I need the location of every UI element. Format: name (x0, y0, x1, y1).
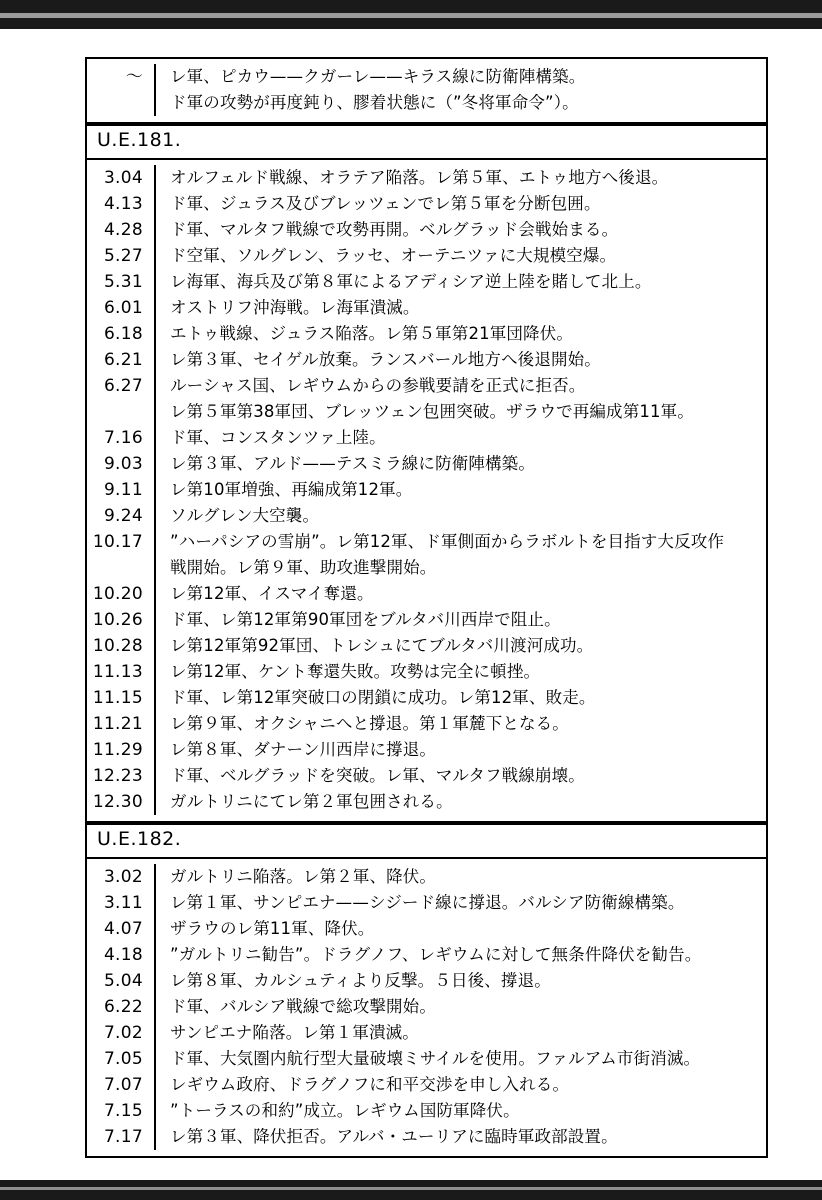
entry-text-line: 戦開始。レ第９軍、助攻進撃開始。 (170, 557, 437, 577)
entry-text (156, 165, 766, 191)
entry-text-line: レ第３軍、アルド——テスミラ線に防衛陣構築。 (170, 453, 535, 473)
table-row (87, 399, 766, 425)
chronology-table (85, 57, 768, 1158)
table-row (87, 581, 766, 607)
entry-text-line: ド軍、大気圏内航行型大量破壊ミサイルを使用。ファルアム市街消滅。 (170, 1048, 701, 1068)
table-row (87, 64, 766, 90)
entry-date: 10.17 (92, 531, 143, 552)
entry-date: 9.24 (103, 505, 143, 526)
entry-date: 11.21 (92, 713, 143, 734)
entry-text (156, 942, 766, 968)
table-row (87, 1020, 766, 1046)
entry-date: 10.20 (92, 583, 143, 604)
entry-date: 11.29 (92, 739, 143, 760)
entry-date: 12.30 (92, 791, 143, 812)
entry-text-line: ド軍、ベルグラッドを突破。レ軍、マルタフ戦線崩壊。 (170, 765, 585, 785)
chronology-sheet (85, 57, 764, 1158)
table-row (87, 1098, 766, 1124)
entry-date: 4.18 (103, 944, 143, 965)
entry-text-line: レ第10軍増強、再編成第12軍。 (170, 479, 413, 499)
entry-date: 9.03 (103, 453, 143, 474)
table-row (87, 373, 766, 399)
entry-text-line: ガルトリニにてレ第２軍包囲される。 (170, 791, 453, 811)
table-row (87, 864, 766, 890)
entry-text (156, 243, 766, 269)
table-row (87, 685, 766, 711)
entry-text (156, 916, 766, 942)
entry-text (156, 633, 766, 659)
table-row (87, 763, 766, 789)
table-row (87, 321, 766, 347)
entry-date: 11.15 (92, 687, 143, 708)
table-row (87, 1046, 766, 1072)
table-row (87, 425, 766, 451)
era-label: U.E.181. (97, 129, 182, 151)
table-row (87, 968, 766, 994)
era-label: U.E.182. (97, 827, 182, 850)
entry-date: ～ (125, 67, 143, 87)
entry-text (156, 529, 766, 555)
entry-date: 3.11 (103, 892, 143, 913)
entry-text-line: ソルグレン大空襲。 (170, 505, 320, 525)
entry-text-line: ガルトリニ陥落。レ第２軍、降伏。 (170, 866, 437, 886)
entry-text-line: レ第３軍、セイゲル放棄。ランスバール地方へ後退開始。 (170, 349, 601, 369)
entry-date: 6.21 (103, 349, 143, 370)
entry-text-line: レ第３軍、降伏拒否。アルバ・ユーリアに臨時軍政部設置。 (170, 1126, 618, 1146)
entry-text-line: レ第５軍第38軍団、ブレッツェン包囲突破。ザラウで再編成第11軍。 (170, 401, 694, 421)
entry-date: 11.13 (92, 661, 143, 682)
entry-text (156, 711, 766, 737)
entry-text (156, 1098, 766, 1124)
entry-date: 7.05 (103, 1048, 143, 1069)
entry-text-line: ルーシャス国、レギウムからの参戦要請を正式に拒否。 (170, 375, 586, 395)
entry-text (156, 763, 766, 789)
entry-list (87, 59, 766, 122)
entry-text-line: ”ハーパシアの雪崩”。レ第12軍、ド軍側面からラボルトを目指す大反攻作 (170, 531, 725, 551)
entry-text (156, 64, 766, 90)
entry-text (156, 607, 766, 633)
entry-date: 3.04 (103, 167, 143, 188)
entry-text-line: ド軍、ジュラス及びブレッツェンでレ第５軍を分断包囲。 (170, 193, 601, 213)
entry-date: 9.11 (103, 479, 143, 500)
entry-text-line: ”ガルトリニ勧告”。ドラグノフ、レギウムに対して無条件降伏を勧告。 (170, 944, 702, 964)
table-row (87, 269, 766, 295)
entry-text (156, 269, 766, 295)
entry-date: 6.27 (103, 375, 143, 396)
entry-text-line: エトゥ戦線、ジュラス陥落。レ第５軍第21軍団降伏。 (170, 323, 574, 343)
era-heading-row (87, 823, 766, 859)
entry-date: 3.02 (103, 866, 143, 887)
table-row (87, 1072, 766, 1098)
entry-text (156, 581, 766, 607)
table-row (87, 633, 766, 659)
table-row (87, 217, 766, 243)
entry-list (87, 859, 766, 1156)
table-row (87, 529, 766, 555)
entry-date: 5.04 (103, 970, 143, 991)
entry-text-line: ”トーラスの和約”成立。レギウム国防軍降伏。 (170, 1100, 520, 1120)
entry-text (156, 555, 766, 581)
entry-text (156, 347, 766, 373)
entry-text (156, 191, 766, 217)
entry-text (156, 968, 766, 994)
table-row (87, 737, 766, 763)
entry-text-line: レ海軍、海兵及び第８軍によるアディシア逆上陸を賭して北上。 (170, 271, 652, 291)
entry-text (156, 864, 766, 890)
entry-text-line: レギウム政府、ドラグノフに和平交渉を申し入れる。 (170, 1074, 570, 1094)
scan-artifact-top-band (0, 0, 822, 29)
entry-text-line: ド軍の攻勢が再度鈍り、膠着状態に（”冬将軍命令”）。 (170, 93, 579, 112)
table-row (87, 295, 766, 321)
entry-text (156, 737, 766, 763)
table-row (87, 994, 766, 1020)
entry-date: 5.31 (103, 271, 143, 292)
chronology-block (87, 821, 766, 1156)
entry-text (156, 1020, 766, 1046)
entry-list (87, 160, 766, 821)
entry-text-line: サンピエナ陥落。レ第１軍潰滅。 (170, 1022, 419, 1042)
table-row (87, 659, 766, 685)
entry-date: 7.17 (103, 1126, 143, 1147)
entry-text-line: レ第８軍、ダナーン川西岸に撐退。 (170, 739, 437, 759)
entry-text (156, 659, 766, 685)
entry-text-line: ド軍、レ第12軍第90軍団をブルタバ川西岸で阻止。 (170, 609, 561, 629)
entry-text-line: ザラウのレ第11軍、降伏。 (170, 918, 375, 938)
table-row (87, 1124, 766, 1150)
entry-text (156, 217, 766, 243)
table-row (87, 942, 766, 968)
entry-text-line: オストリフ沖海戦。レ海軍潰滅。 (170, 297, 420, 317)
entry-date: 7.16 (103, 427, 143, 448)
table-row (87, 503, 766, 529)
entry-text (156, 399, 766, 425)
entry-text (156, 1046, 766, 1072)
entry-text (156, 90, 766, 116)
entry-text (156, 295, 766, 321)
entry-date: 7.07 (103, 1074, 143, 1095)
table-row (87, 347, 766, 373)
entry-text (156, 890, 766, 916)
entry-text-line: ド軍、コンスタンツァ上陸。 (170, 427, 386, 447)
table-row (87, 90, 766, 116)
entry-date: 6.01 (103, 297, 143, 318)
table-row (87, 243, 766, 269)
entry-text (156, 425, 766, 451)
entry-date: 5.27 (103, 245, 143, 266)
entry-text-line: レ第９軍、オクシャニへと撐退。第１軍麓下となる。 (170, 713, 569, 733)
entry-text-line: ド軍、マルタフ戦線で攻勢再開。ベルグラッド会戦始まる。 (170, 219, 619, 239)
entry-date: 10.28 (92, 635, 143, 656)
entry-text (156, 685, 766, 711)
entry-text-line: レ第12軍、イスマイ奪還。 (170, 583, 374, 603)
entry-text-line: ド軍、レ第12軍突破口の閉鎖に成功。レ第12軍、敗走。 (170, 687, 596, 707)
entry-text-line: ド空軍、ソルグレン、ラッセ、オーテニツァに大規模空爆。 (170, 245, 617, 265)
entry-date: 4.28 (103, 219, 143, 240)
entry-text-line: レ第12軍、ケント奪還失敗。攻勢は完全に頓挫。 (170, 661, 541, 681)
entry-text (156, 321, 766, 347)
table-row (87, 451, 766, 477)
entry-date: 10.26 (92, 609, 143, 630)
entry-text (156, 789, 766, 815)
chronology-block (87, 59, 766, 122)
entry-date: 7.15 (103, 1100, 143, 1121)
entry-text (156, 1072, 766, 1098)
era-heading-row (87, 124, 766, 160)
entry-text-line: ド軍、バルシア戦線で総攻撃開始。 (170, 996, 436, 1016)
table-row (87, 555, 766, 581)
entry-text (156, 503, 766, 529)
entry-text (156, 373, 766, 399)
table-row (87, 191, 766, 217)
entry-text (156, 477, 766, 503)
entry-text-line: レ第１軍、サンピエナ——シジード線に撐退。バルシア防衛線構築。 (170, 892, 685, 912)
entry-text-line: レ軍、ピカウ——クガーレ——キラス線に防衛陣構築。 (170, 67, 586, 86)
table-row (87, 607, 766, 633)
entry-date: 4.13 (103, 193, 143, 214)
entry-date: 6.18 (103, 323, 143, 344)
table-row (87, 165, 766, 191)
chronology-block (87, 122, 766, 821)
table-row (87, 916, 766, 942)
entry-date: 12.23 (92, 765, 143, 786)
entry-date: 6.22 (103, 996, 143, 1017)
entry-date: 4.07 (103, 918, 143, 939)
table-row (87, 789, 766, 815)
entry-text-line: オルフェルド戦線、オラテア陥落。レ第５軍、エトゥ地方へ後退。 (170, 167, 669, 187)
table-row (87, 477, 766, 503)
table-row (87, 890, 766, 916)
entry-text (156, 1124, 766, 1150)
table-row (87, 711, 766, 737)
scan-artifact-bottom-band (0, 1180, 822, 1200)
entry-text (156, 451, 766, 477)
entry-date: 7.02 (103, 1022, 143, 1043)
entry-text (156, 994, 766, 1020)
entry-text-line: レ第12軍第92軍団、トレシュにてブルタバ川渡河成功。 (170, 635, 594, 655)
entry-text-line: レ第８軍、カルシュティより反撃。５日後、撐退。 (170, 970, 551, 990)
